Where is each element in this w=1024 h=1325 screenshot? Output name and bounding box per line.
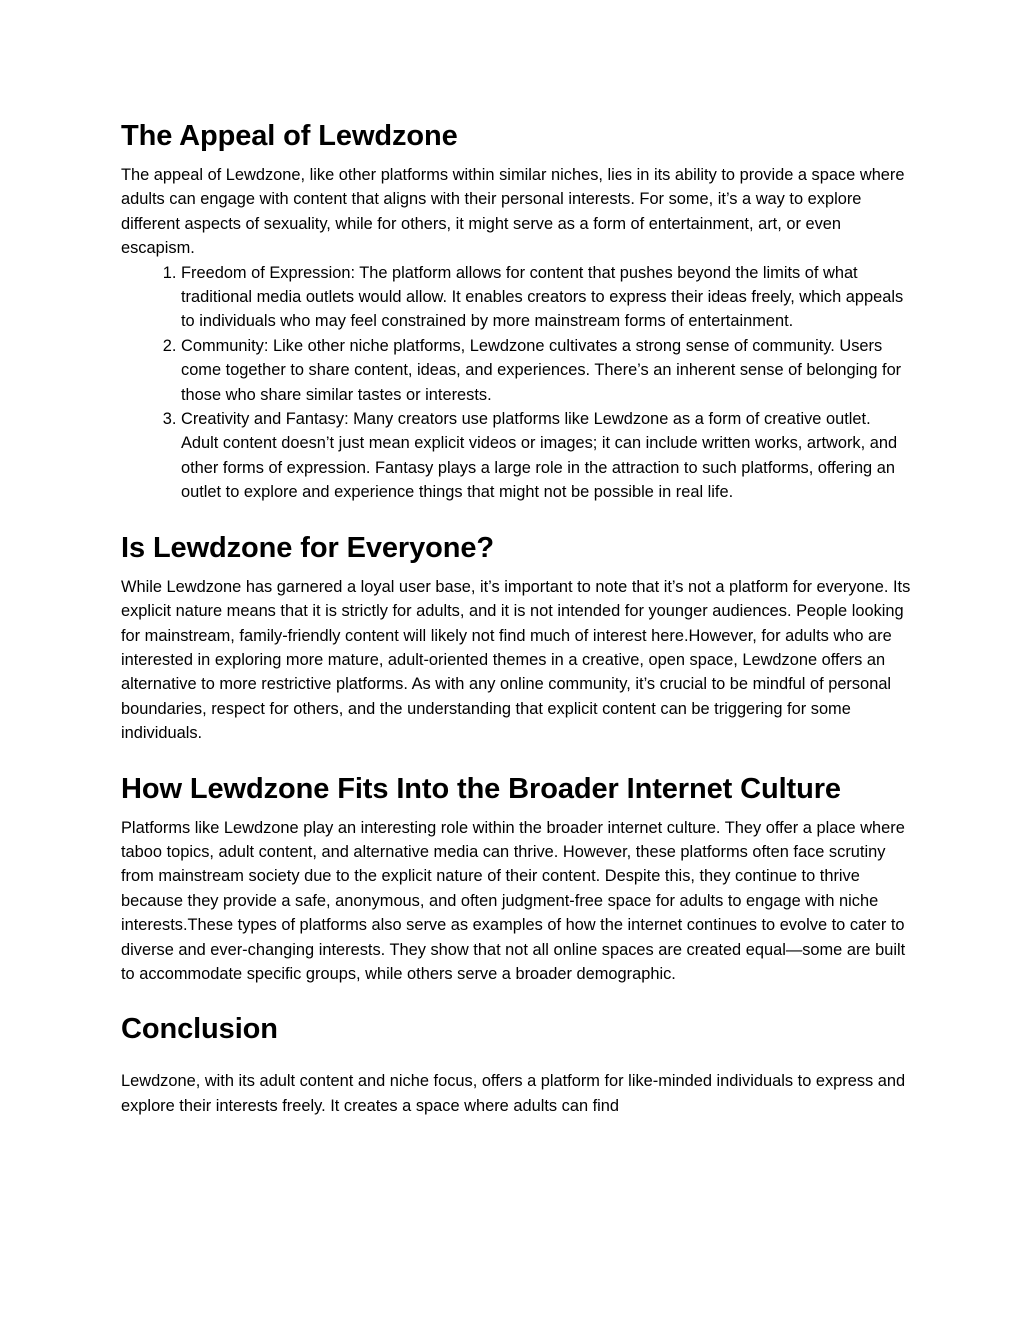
document-page [121,118,911,1118]
paragraph-appeal-intro: The appeal of Lewdzone, like other platforms within similar niches, lies in its ability to provide a space where adults can engage with content that aligns with their personal interests. For some, it’s a way to explore different aspects of sexuality, while for others, it might serve as a form of entertainment, art, or even escapism. [121,166,905,258]
list-item: 2. Community: Like other niche platforms, Lewdzone cultivates a strong sense of community. Users come together to share content, ideas, and experiences. There’s an inherent sense of belonging for those who share similar tastes or interests. [181,334,911,407]
list-item: 3. Creativity and Fantasy: Many creators use platforms like Lewdzone as a form of creative outlet. Adult content doesn’t just mean explicit videos or images; it can include written works, artwork, and other forms of expression. Fantasy plays a large role in the attraction to such platforms, offering an outlet to explore and experience things that might not be possible in real life. [181,407,911,505]
section-appeal [121,118,911,505]
section-culture [121,771,911,987]
heading-conclusion: Conclusion [121,1013,278,1046]
paragraph-everyone: While Lewdzone has garnered a loyal user base, it’s important to note that it’s not a platform for everyone. Its explicit nature means that it is strictly for adults, and it is not intended for younger audiences. People looking for mainstream, family-friendly content will likely not find much of interest here.However, for adults who are interested in exploring more mature, adult-oriented themes in a creative, open space, Lewdzone offers an alternative to more restrictive platforms. As with any online community, it’s crucial to be mindful of personal boundaries, respect for others, and the understanding that explicit content can be triggering for some individuals. [121,577,911,743]
paragraph-conclusion: Lewdzone, with its adult content and niche focus, offers a platform for like-minded individuals to express and explore their interests freely. It creates a space where adults can find [121,1072,906,1115]
section-conclusion [121,1011,911,1118]
heading-appeal: The Appeal of Lewdzone [121,120,458,152]
paragraph-culture: Platforms like Lewdzone play an interesting role within the broader internet culture. They offer a place where taboo topics, adult content, and alternative media can thrive. However, these platforms often face scrutiny from mainstream society due to the explicit nature of their content. Despite this, they continue to thrive because they provide a safe, anonymous, and often judgment-free space for adults to engage with niche interests.These types of platforms also serve as examples of how the internet continues to evolve to cater to diverse and ever-changing interests. They show that not all online spaces are created equal—some are built to accommodate specific groups, while others serve a broader demographic. [121,818,906,983]
appeal-list [121,261,911,505]
list-item: 1. Freedom of Expression: The platform allows for content that pushes beyond the limits of what traditional media outlets would allow. It enables creators to express their ideas freely, which appeals to individuals who may feel constrained by more mainstream forms of entertainment. [181,261,911,334]
section-everyone [121,530,911,746]
heading-culture: How Lewdzone Fits Into the Broader Internet Culture [121,772,841,805]
heading-everyone: Is Lewdzone for Everyone? [121,531,494,564]
